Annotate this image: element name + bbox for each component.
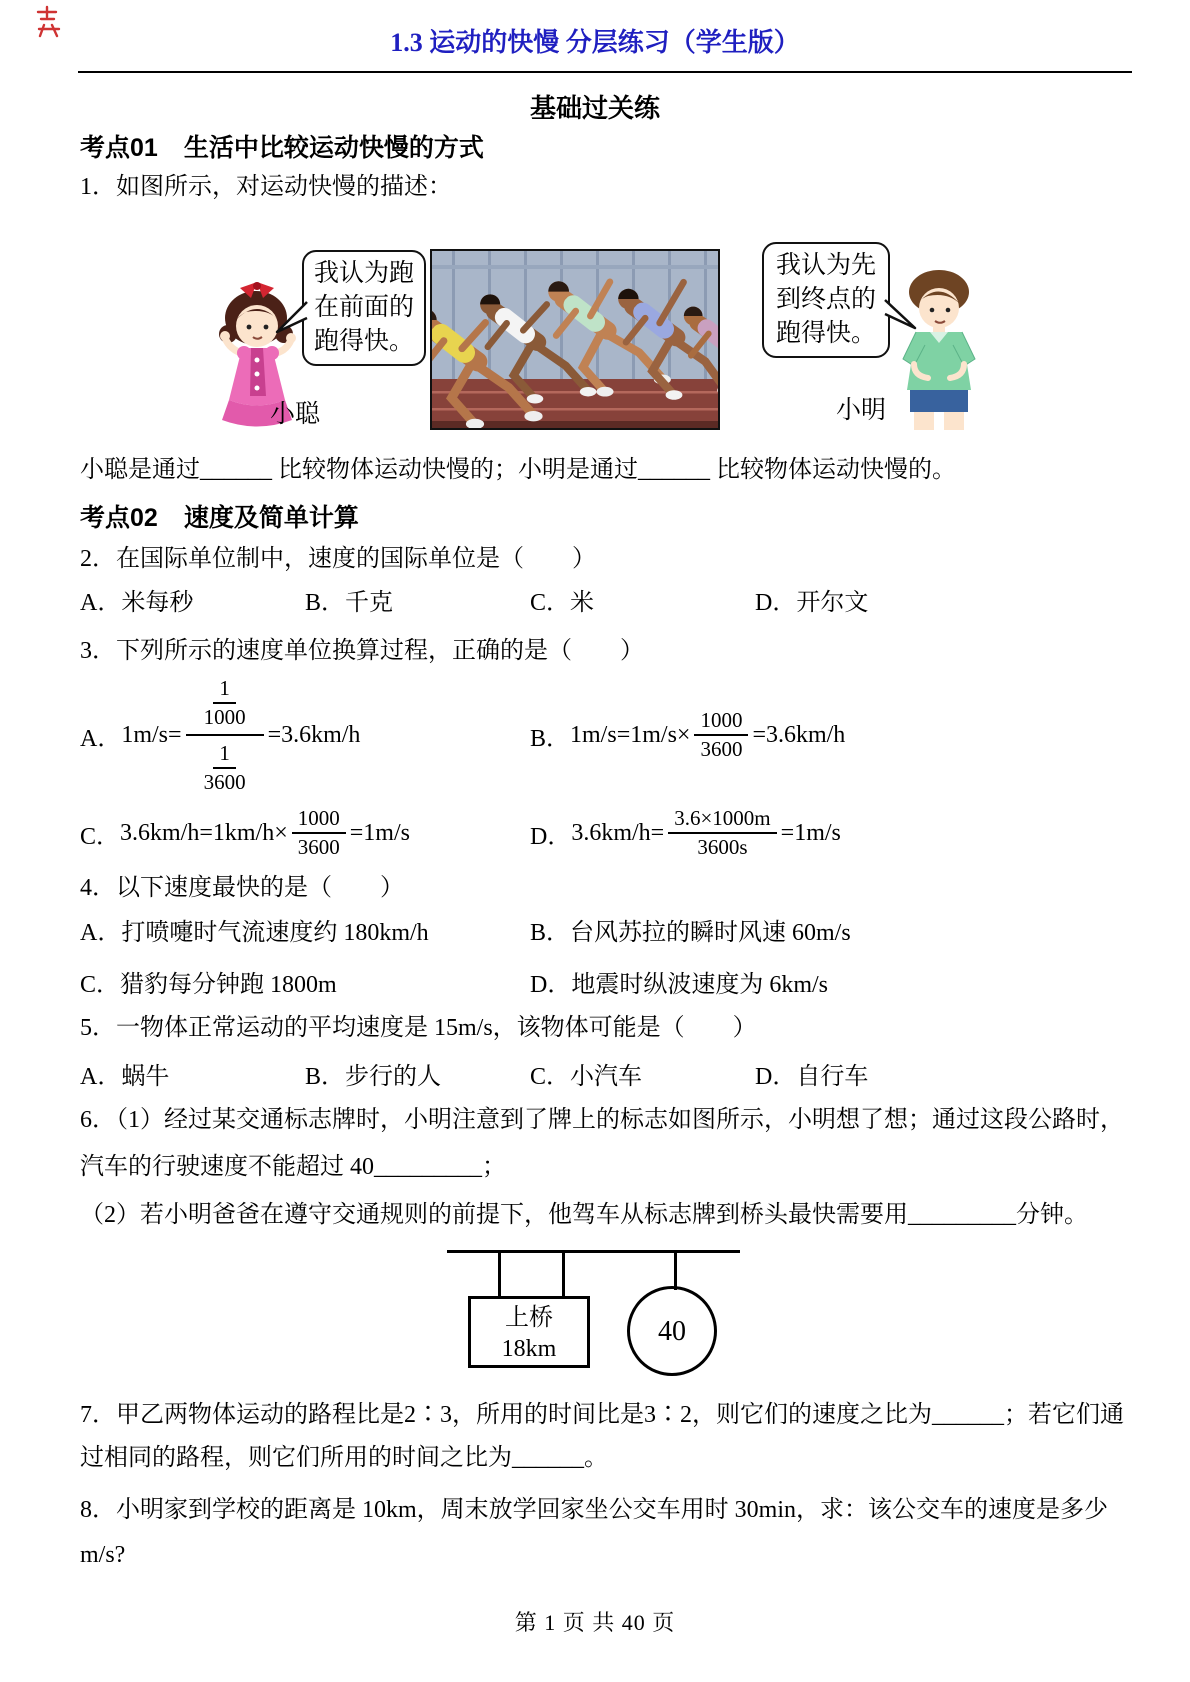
girl-bubble-tail [275,298,309,336]
q5-option-a: A．蜗牛 [80,1064,170,1090]
sign-post-bar [447,1250,740,1253]
girl-bubble-line: 我认为跑 [313,260,414,287]
runners-photo-art [432,251,718,428]
bridge-sign-distance: 18km [501,1336,557,1362]
fraction-numerator: 3.6×1000m [668,806,776,834]
boy-bubble-line: 我认为先 [775,252,876,279]
q3-option-b-fraction [694,708,748,762]
q3-option-a-pre: 1m/s= [121,721,182,748]
q2-option-b: B．千克 [305,590,394,616]
q3-option-d-post: =1m/s [780,819,841,846]
bridge-distance-sign [468,1296,590,1368]
topic-01-title: 生活中比较运动快慢的方式 [183,134,484,162]
q5-option-b: B．步行的人 [305,1064,442,1090]
q1-figure [0,230,1190,440]
q3-option-b [530,672,845,798]
sign-hanger [498,1250,501,1298]
page-number-footer: 第 1 页 共 40 页 [514,1610,676,1635]
bridge-sign-name: 上桥 [505,1305,553,1331]
section-header: 基础过关练 [529,93,660,123]
q3-option-d-label: D． [530,823,572,850]
fraction-numerator: 1 [213,676,236,704]
q2-stem: 2．在国际单位制中，速度的国际单位是（ ） [80,546,596,572]
fraction-denominator: 3600 [297,835,340,859]
q7-line2: 过相同的路程，则它们所用的时间之比为______。 [80,1445,608,1471]
q5-option-d: D．自行车 [755,1064,869,1090]
boy-character [886,266,992,430]
topic-02-label: 考点02 [80,504,158,532]
fraction-denominator: 3600s [697,835,748,859]
q3-option-c-fraction [292,806,346,860]
q1-fill-line: 小聪是通过______ 比较物体运动快慢的；小明是通过______ 比较物体运动快慢的。 [80,457,956,483]
sign-hanger [562,1250,565,1298]
q3-option-c-post: =1m/s [349,819,410,846]
q6-line2: 汽车的行驶速度不能超过 40_________； [80,1154,506,1180]
topic-01-label: 考点01 [80,134,158,162]
fraction-denominator: 1000 [203,704,246,729]
boy-bubble-line: 到终点的 [775,286,876,313]
girl-name-label: 小聪 [270,401,321,428]
q2-option-d: D．开尔文 [755,590,869,616]
q2-option-c: C．米 [530,590,595,616]
girl-speech-bubble [302,250,426,366]
boy-bubble-tail [883,296,917,332]
q2-option-a: A．米每秒 [80,590,194,616]
topic-02-title: 速度及简单计算 [183,504,359,532]
speed-limit-value: 40 [658,1316,686,1347]
runners-photo [430,249,720,430]
q6-line1: 6．（1）经过某交通标志牌时，小明注意到了牌上的标志如图所示，小明想了想；通过这段公路时， [80,1107,1124,1133]
q3-option-d-pre: 3.6km/h= [571,819,665,846]
q3-option-b-post: =3.6km/h [752,721,846,748]
q4-stem: 4．以下速度最快的是（ ） [80,875,404,901]
topic-02-heading [80,498,359,534]
topic-01-heading [80,128,484,164]
q3-option-a-post: =3.6km/h [267,721,361,748]
fraction-denominator: 3600 [700,737,743,761]
q4-option-b: B．台风苏拉的瞬时风速 60m/s [530,920,851,946]
q3-option-c-label: C． [80,823,121,850]
q3-stem: 3．下列所示的速度单位换算过程，正确的是（ ） [80,638,644,664]
q3-option-d-fraction [668,806,776,860]
boy-speech-bubble [762,242,890,358]
q6-line3: （2）若小明爸爸在遵守交通规则的前提下，他驾车从标志牌到桥头最快需要用_________分钟。 [80,1202,1088,1228]
q4-option-a: A．打喷嚏时气流速度约 180km/h [80,920,429,946]
q8-line1: 8．小明家到学校的距离是 10km，周末放学回家坐公交车用时 30min，求：该公交车的速度是多少 [80,1497,1109,1523]
q5-option-c: C．小汽车 [530,1064,643,1090]
q8-line2: m/s? [80,1542,126,1568]
girl-bubble-line: 在前面的 [313,294,414,321]
fraction-numerator: 1000 [694,708,748,736]
q1-stem: 1．如图所示，对运动快慢的描述： [80,174,452,200]
girl-bubble-line: 跑得快。 [313,328,414,355]
q3-option-c-pre: 3.6km/h=1km/h× [120,819,288,846]
q3-option-d [530,800,841,866]
q4-option-d: D．地震时纵波速度为 6km/s [530,972,829,998]
q3-option-a-label: A． [80,725,122,752]
q3-option-a-complex-fraction [186,675,264,796]
boy-name-label: 小明 [836,397,887,424]
boy-bubble-line: 跑得快。 [775,320,876,347]
page-title: 1.3 运动的快慢 分层练习（学生版） [390,28,800,57]
q4-option-c: C．猎豹每分钟跑 1800m [80,972,337,998]
q7-line1: 7．甲乙两物体运动的路程比是2∶3，所用的时间比是3∶2，则它们的速度之比为______；若它们通 [80,1402,1124,1428]
q3-option-c [80,800,410,866]
q3-option-a [80,672,360,798]
q3-option-b-label: B． [530,725,571,752]
sign-hanger [674,1250,677,1290]
fraction-denominator: 3600 [203,770,246,795]
header-divider [78,71,1132,73]
q5-stem: 5．一物体正常运动的平均速度是 15m/s，该物体可能是（ ） [80,1015,757,1041]
speed-limit-sign [627,1286,717,1376]
fraction-numerator: 1 [213,741,236,769]
fraction-numerator: 1000 [292,806,346,834]
q3-option-b-pre: 1m/s=1m/s× [570,721,691,748]
